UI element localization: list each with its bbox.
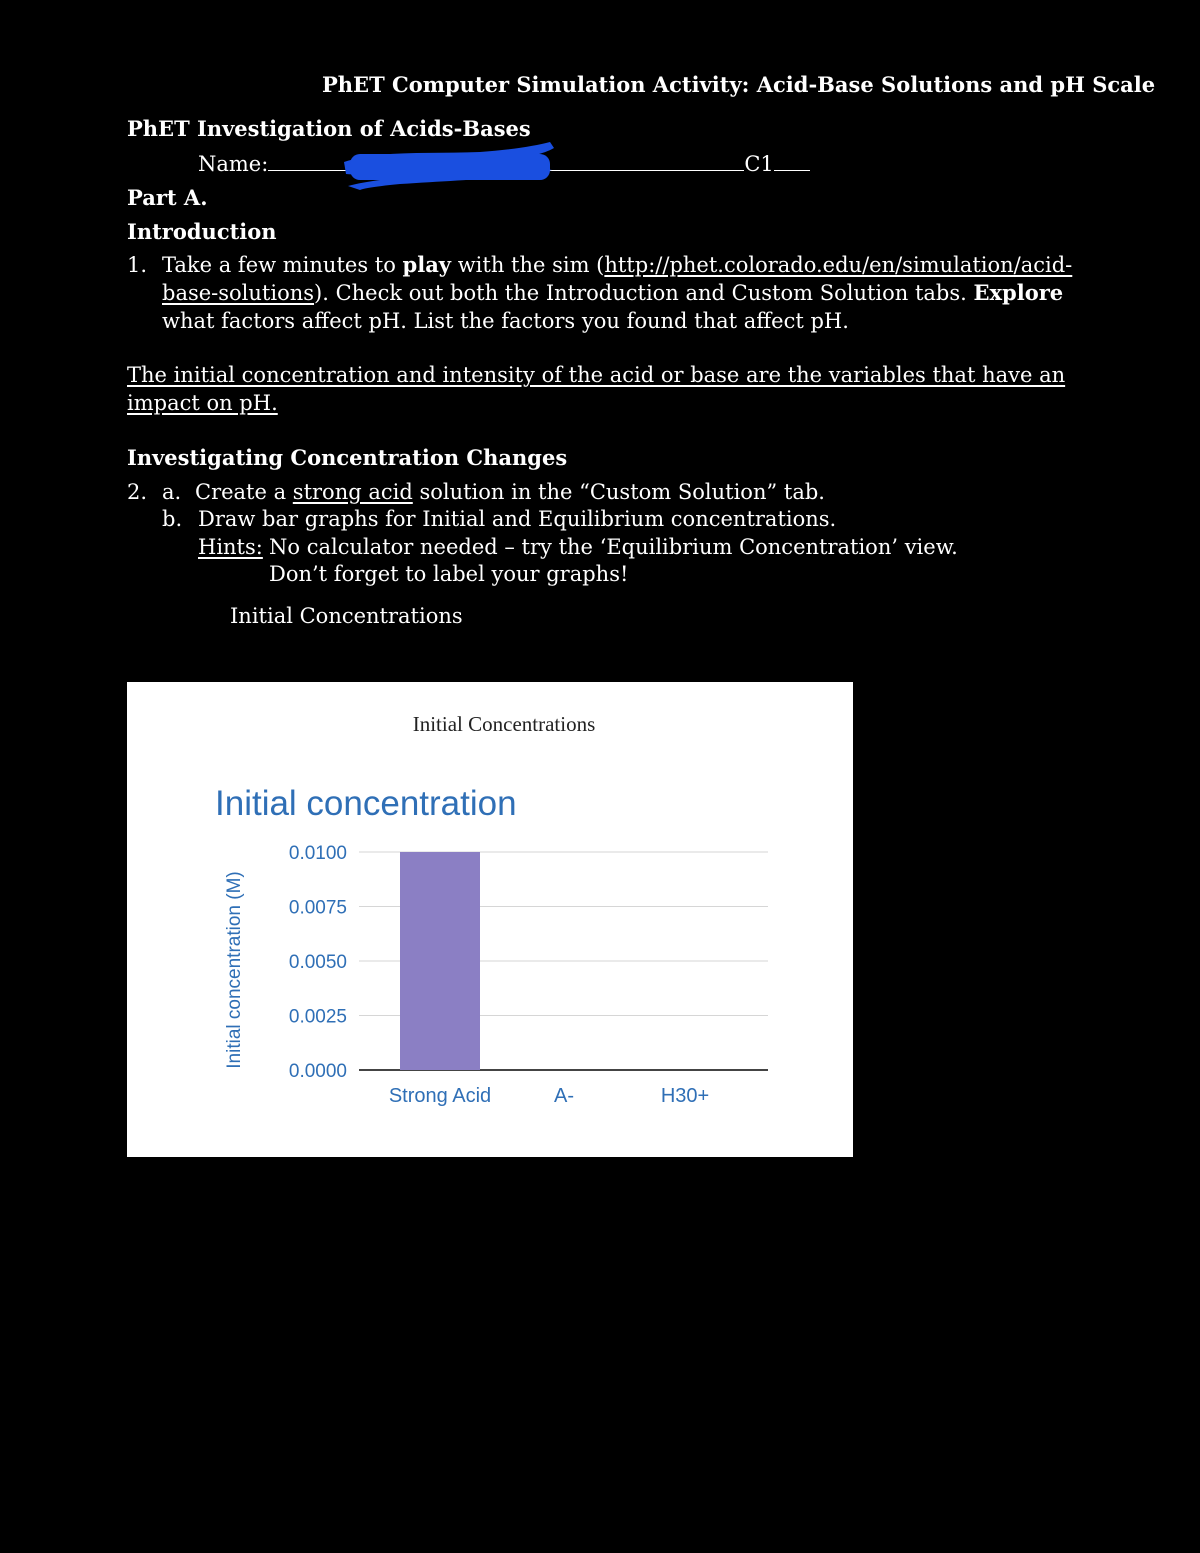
- y-axis-label: Initial concentration (M): [224, 871, 245, 1069]
- part-label: Part A.: [127, 185, 208, 210]
- answer-line2: impact on pH.: [127, 391, 278, 415]
- chart-image: [127, 682, 853, 1157]
- y-tick-label: 0.0025: [288, 1006, 347, 1028]
- bar-chart: [127, 682, 853, 1157]
- q2a-text: [195, 478, 825, 506]
- hints-line2: Don’t forget to label your graphs!: [269, 562, 629, 586]
- intro-heading: Introduction: [127, 219, 277, 244]
- hints-line1: No calculator needed – try the ‘Equilibrium Concentration’ view.: [269, 535, 958, 559]
- q2a-pre: Create a: [195, 480, 293, 504]
- q1-number: 1.: [127, 253, 148, 277]
- hints-label: Hints:: [198, 535, 263, 559]
- q2b-text: Draw bar graphs for Initial and Equilibrium concentrations.: [198, 507, 837, 531]
- q1-line1-post: with the sim (: [451, 253, 605, 277]
- q1-line2-post: ). Check out both the Introduction and Custom Solution tabs.: [314, 281, 974, 305]
- x-tick-label: H30+: [660, 1085, 710, 1107]
- x-tick-label: A-: [554, 1085, 574, 1107]
- chart-title: Initial concentration: [215, 784, 517, 823]
- y-tick-label: 0.0000: [288, 1061, 347, 1082]
- chart-image-title: Initial Concentrations: [412, 712, 596, 736]
- q1-explore: Explore: [973, 280, 1064, 305]
- y-tick-label: 0.0050: [288, 952, 347, 973]
- y-tick-label: 0.0075: [288, 897, 347, 919]
- class-blank: [774, 150, 810, 171]
- sim-link-part2[interactable]: base-solutions: [162, 281, 315, 305]
- class-label: C1: [744, 152, 774, 176]
- q1-play: play: [402, 252, 452, 277]
- answer-text: [127, 361, 1065, 417]
- q2a-label: a.: [162, 480, 182, 504]
- graph-caption: Initial Concentrations: [230, 604, 463, 628]
- y-tick-label: 0.0100: [288, 843, 347, 864]
- section-title: PhET Investigation of Acids-Bases: [127, 116, 531, 141]
- name-label: Name:: [198, 152, 269, 176]
- answer-line1: The initial concentration and intensity of the acid or base are the variables that have an: [127, 363, 1066, 387]
- q1-line1-pre: Take a few minutes to: [162, 253, 403, 277]
- q2-number: 2.: [127, 480, 148, 504]
- plot-area: [289, 843, 768, 1107]
- q2a-strong-acid: strong acid: [292, 480, 413, 504]
- q2a-post: solution in the “Custom Solution” tab.: [412, 480, 825, 504]
- investigating-heading: Investigating Concentration Changes: [127, 445, 568, 470]
- q2b-label: b.: [162, 507, 183, 531]
- q1-text: [162, 251, 1072, 335]
- q1-line3: what factors affect pH. List the factors you found that affect pH.: [162, 309, 849, 333]
- bar-strong-acid: [400, 852, 480, 1070]
- redaction-scribble: [340, 140, 560, 192]
- sim-link-part1[interactable]: http://phet.colorado.edu/en/simulation/acid-: [604, 253, 1073, 277]
- document-header: PhET Computer Simulation Activity: Acid-Base Solutions and pH Scale: [322, 72, 1156, 97]
- x-tick-label: Strong Acid: [388, 1085, 492, 1107]
